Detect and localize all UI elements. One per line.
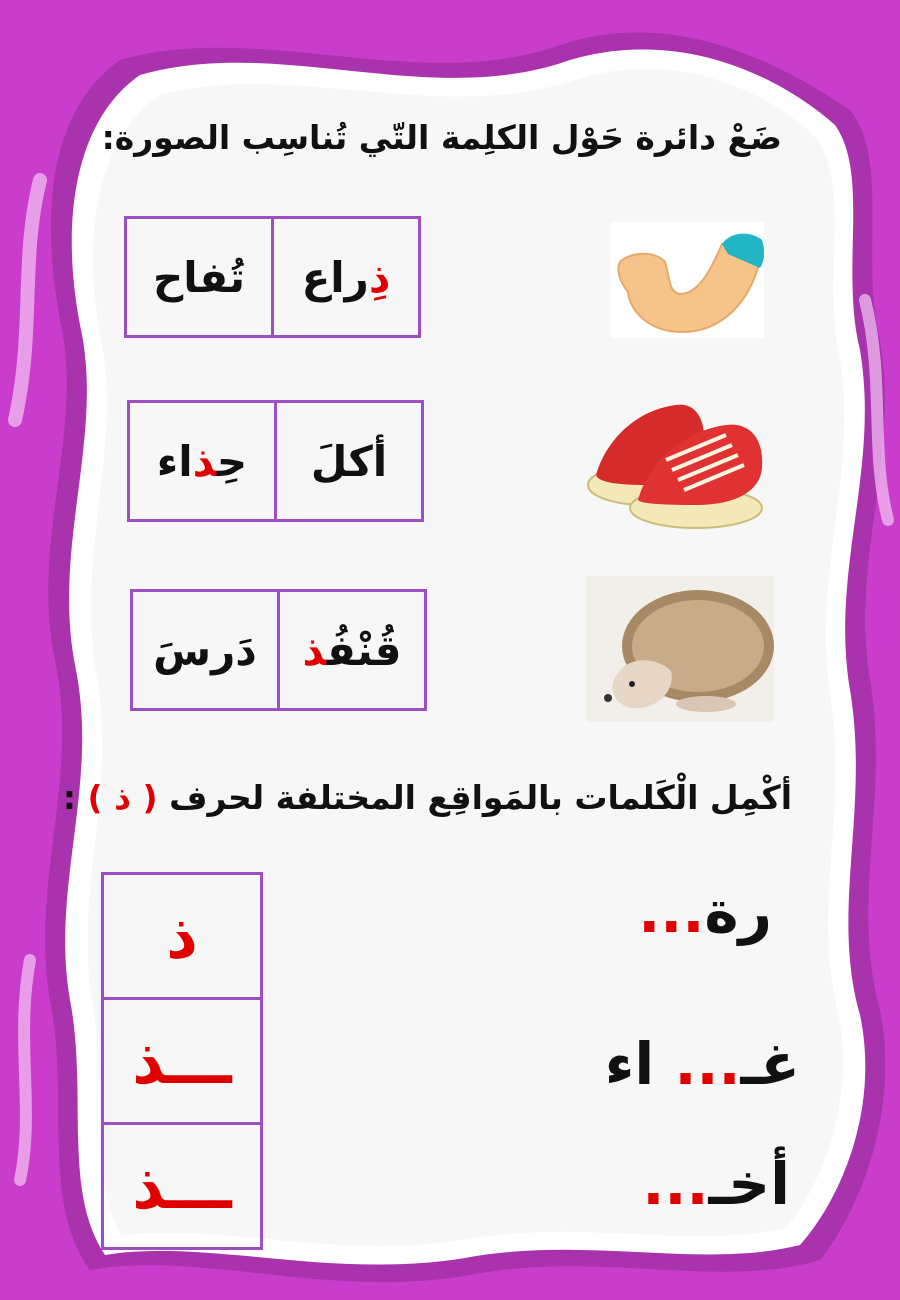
circle-instruction-title: ضَعْ دائرة حَوْل الكلِمة التّي تُناسِب الصورة:: [101, 118, 782, 157]
letter-form-final: ـــذ: [103, 999, 262, 1124]
choice-word[interactable]: قُنْفُذ: [279, 591, 426, 710]
complete-instruction-title: أكْمِل الْكَلمات بالمَواقِع المختلفة لحرف ( ذ ) :: [62, 778, 792, 817]
letter-form-final: ـــذ: [103, 1124, 262, 1249]
choice-word[interactable]: تُفاح: [126, 218, 273, 337]
fill-word-2[interactable]: غـ... اء: [604, 1030, 800, 1098]
hedgehog-icon: [586, 576, 774, 722]
sneakers-icon: [586, 390, 768, 534]
choice-word[interactable]: حِذاء: [129, 402, 276, 521]
letter-form-isolated: ذ: [103, 874, 262, 999]
choice-table-row1: [124, 216, 421, 338]
choice-word[interactable]: أكلَ: [276, 402, 423, 521]
fill-word-1[interactable]: رة...: [638, 878, 772, 946]
choice-table-row3: [130, 589, 427, 711]
choice-word[interactable]: ذِراع: [273, 218, 420, 337]
choice-word[interactable]: دَرسَ: [132, 591, 279, 710]
letter-forms-table: [101, 872, 263, 1250]
arm-icon: [610, 222, 764, 338]
fill-word-3[interactable]: أخـ...: [642, 1150, 790, 1218]
choice-table-row2: [127, 400, 424, 522]
